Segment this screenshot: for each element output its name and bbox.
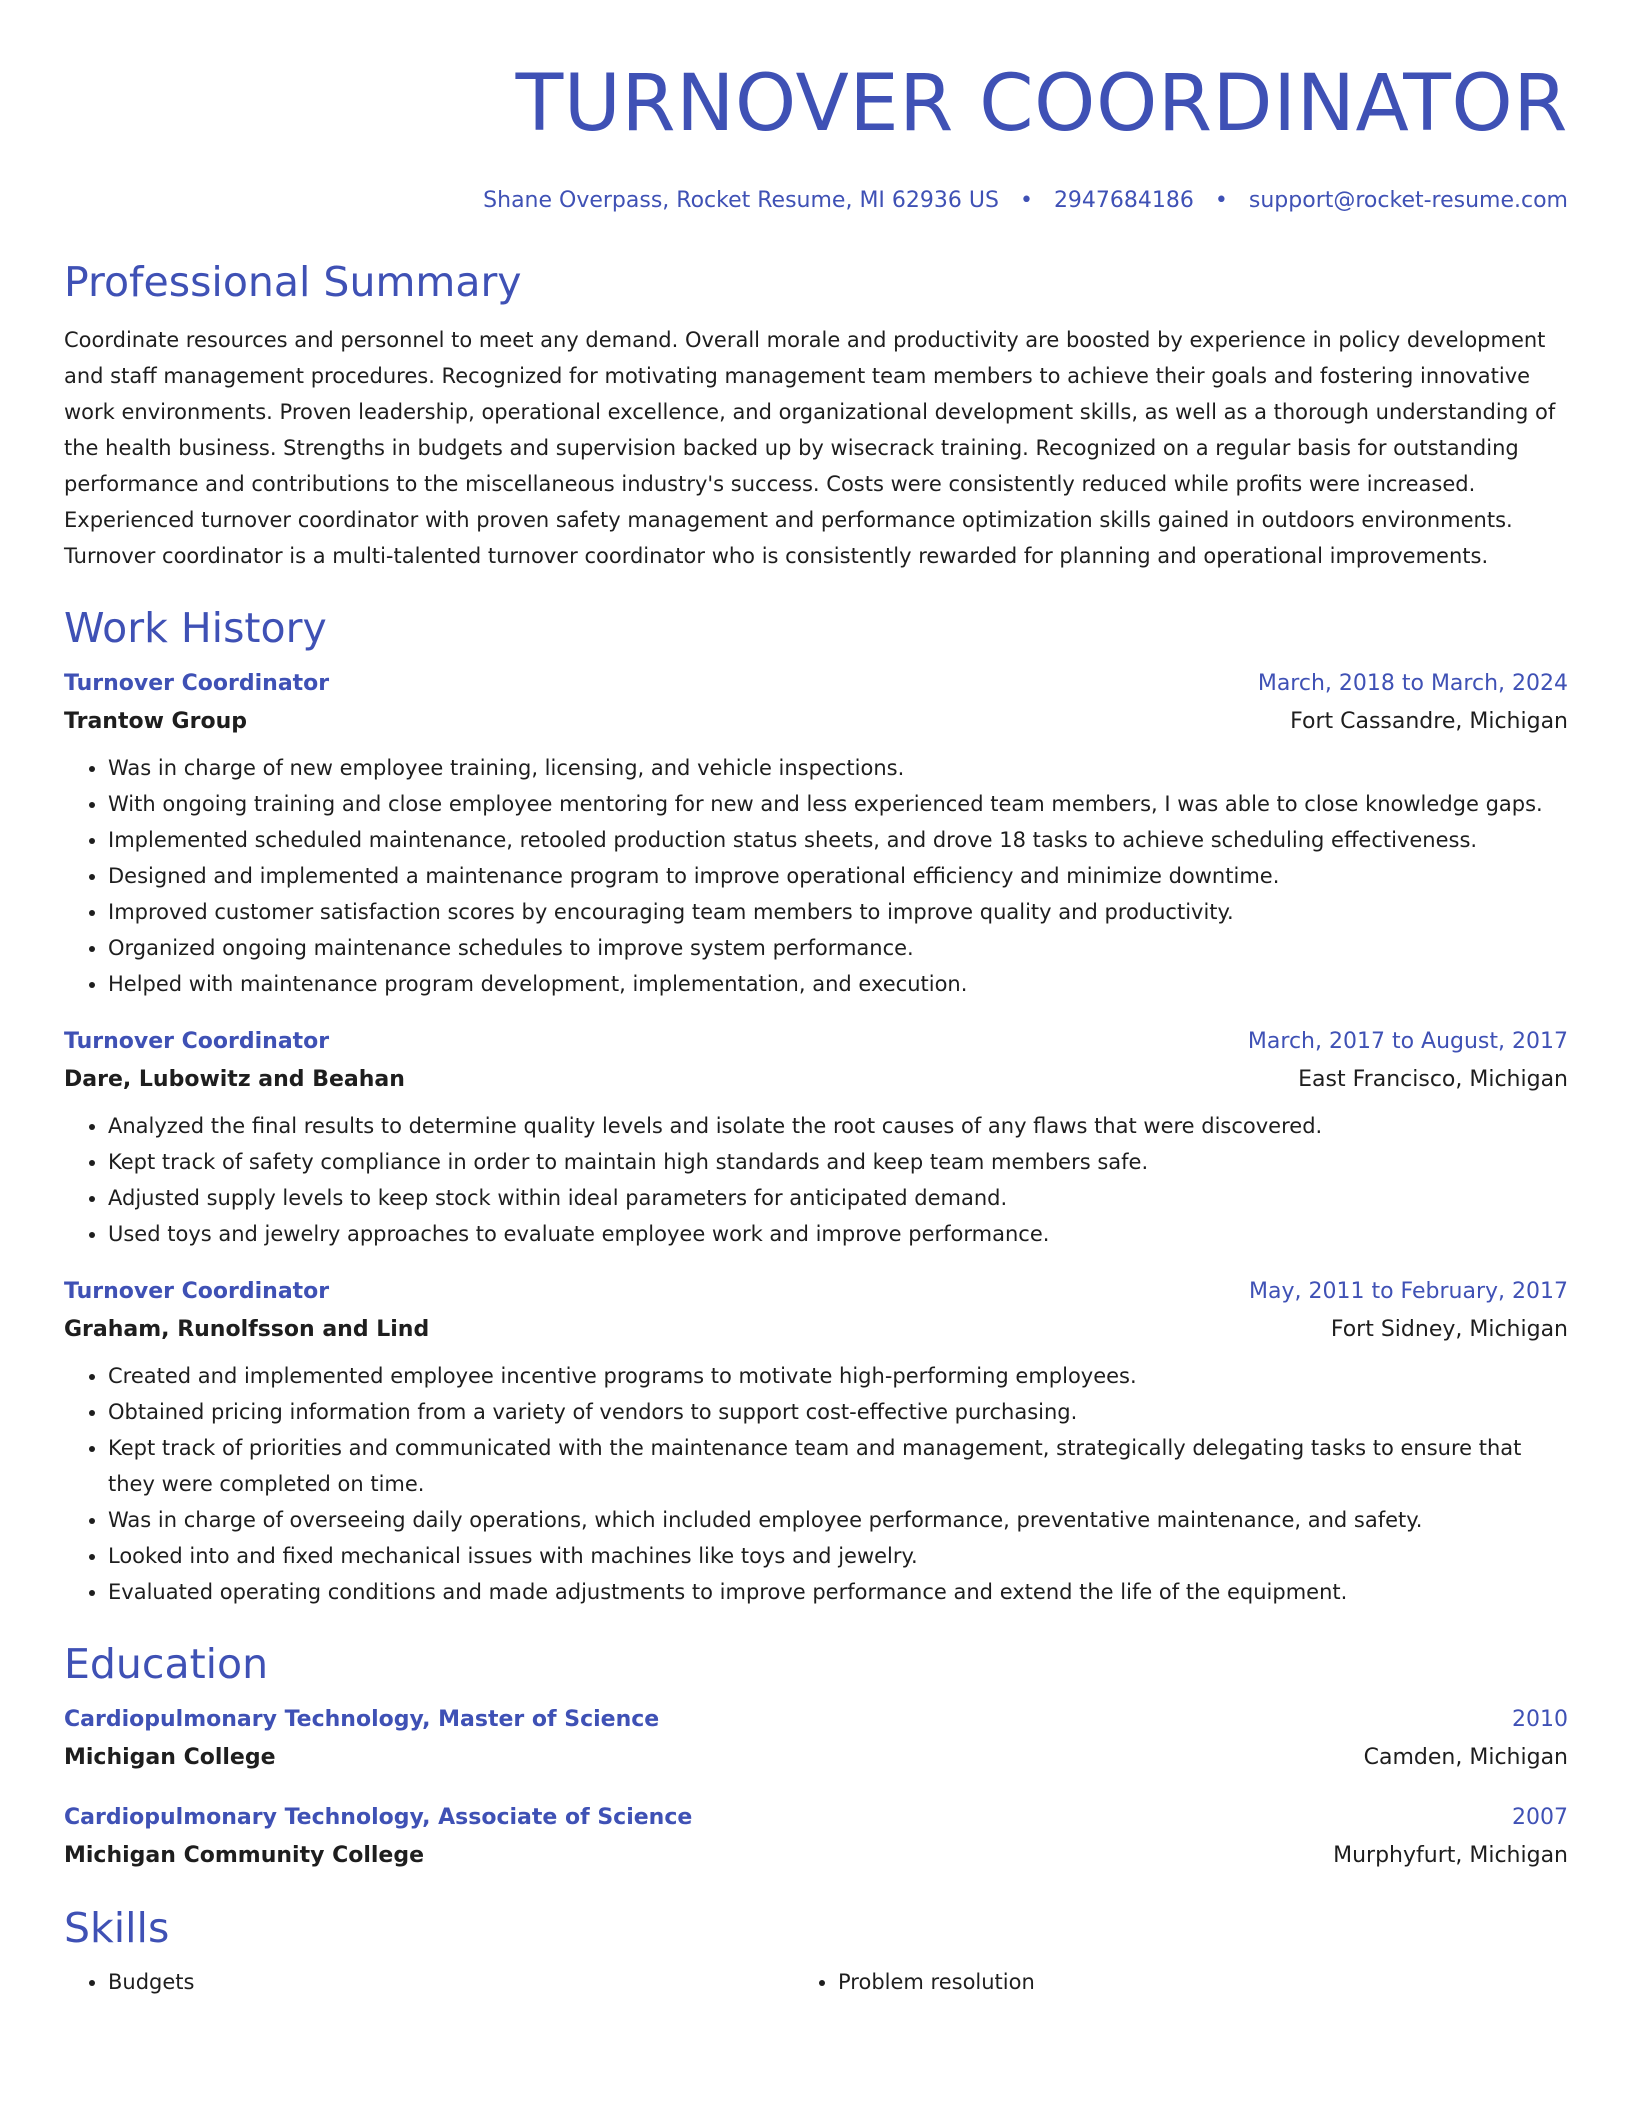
job-bullet: • Was in charge of overseeing daily operations, which included employee performance, preventative maintenance, and safety.	[108, 1502, 1568, 1538]
job-dates: May, 2011 to February, 2017	[1249, 1279, 1568, 1304]
job-bullet: • Was in charge of new employee training, licensing, and vehicle inspections.	[108, 750, 1568, 786]
section-title-work-history: Work History	[64, 604, 327, 652]
job-bullet: • Evaluated operating conditions and made adjustments to improve performance and extend the life of the equipment.	[108, 1574, 1568, 1610]
education-school: Michigan Community College	[64, 1843, 425, 1868]
job-bullet: • Looked into and fixed mechanical issues with machines like toys and jewelry.	[108, 1538, 1568, 1574]
job-bullet: • Adjusted supply levels to keep stock within ideal parameters for anticipated demand.	[108, 1180, 1568, 1216]
section-title-education: Education	[64, 1640, 269, 1688]
job-bullet: • Kept track of priorities and communicated with the maintenance team and management, strategically delegating tasks to ensure that they were completed on time.	[108, 1430, 1568, 1502]
job-bullet: • Obtained pricing information from a variety of vendors to support cost-effective purchasing.	[108, 1394, 1568, 1430]
education-location: Murphyfurt, Michigan	[1333, 1843, 1568, 1868]
job-bullet: • With ongoing training and close employee mentoring for new and less experienced team members, I was able to close knowledge gaps.	[108, 786, 1568, 822]
job-entry	[64, 1024, 1568, 1252]
resume-name: TURNOVER COORDINATOR	[515, 59, 1568, 149]
summary-text: Coordinate resources and personnel to meet any demand. Overall morale and productivity are boosted by experience in policy development and staff management procedures. Recognized for motivating management team members to achieve their goals and fostering innovative work environments. Proven leadership, operational excellence, and organizational development skills, as well as a thorough understanding of the health business. Strengths in budgets and supervision backed up by wisecrack training. Recognized on a regular basis for outstanding performance and contributions to the miscellaneous industry's success. Costs were consistently reduced while profits were increased. Experienced turnover coordinator with proven safety management and performance optimization skills gained in outdoors environments. Turnover coordinator is a multi-talented turnover coordinator who is consistently rewarded for planning and operational improvements.	[64, 328, 1556, 568]
job-entry	[64, 666, 1568, 1002]
contact-address: Shane Overpass, Rocket Resume, MI 62936 US	[483, 188, 999, 213]
job-dates: March, 2018 to March, 2024	[1257, 671, 1568, 696]
contact-line	[64, 186, 1568, 216]
contact-separator: •	[1019, 188, 1033, 213]
education-school: Michigan College	[64, 1745, 276, 1770]
job-company: Trantow Group	[64, 709, 247, 734]
education-location: Camden, Michigan	[1363, 1745, 1568, 1770]
section-title-skills: Skills	[64, 1904, 170, 1952]
education-entry	[64, 1702, 1568, 1778]
job-bullet-list	[64, 1108, 1568, 1252]
job-bullet: • Improved customer satisfaction scores by encouraging team members to improve quality and productivity.	[108, 894, 1568, 930]
education-degree: Cardiopulmonary Technology, Master of Science	[64, 1707, 660, 1732]
section-title-summary: Professional Summary	[64, 258, 522, 306]
job-bullet: • Kept track of safety compliance in order to maintain high standards and keep team members safe.	[108, 1144, 1568, 1180]
job-company: Dare, Lubowitz and Beahan	[64, 1067, 405, 1092]
education-year: 2010	[1512, 1707, 1568, 1732]
contact-separator: •	[1214, 188, 1228, 213]
job-bullet: • Implemented scheduled maintenance, retooled production status sheets, and drove 18 tasks to achieve scheduling effectiveness.	[108, 822, 1568, 858]
job-bullet: • Designed and implemented a maintenance program to improve operational efficiency and minimize downtime.	[108, 858, 1568, 894]
job-bullet: • Organized ongoing maintenance schedules to improve system performance.	[108, 930, 1568, 966]
job-entry	[64, 1274, 1568, 1610]
job-role: Turnover Coordinator	[64, 1029, 330, 1054]
education-year: 2007	[1512, 1805, 1568, 1830]
job-location: East Francisco, Michigan	[1298, 1067, 1568, 1092]
job-bullet: • Analyzed the final results to determine quality levels and isolate the root causes of any flaws that were discovered.	[108, 1108, 1568, 1144]
job-role: Turnover Coordinator	[64, 1279, 330, 1304]
job-bullet: • Created and implemented employee incentive programs to motivate high-performing employees.	[108, 1358, 1568, 1394]
job-bullet-list	[64, 750, 1568, 1002]
job-location: Fort Cassandre, Michigan	[1290, 709, 1568, 734]
skill-item: • Problem resolution	[838, 1964, 1568, 2000]
contact-email: support@rocket-resume.com	[1248, 188, 1568, 213]
education-degree: Cardiopulmonary Technology, Associate of Science	[64, 1805, 693, 1830]
skills-list	[64, 1964, 1568, 2000]
skill-item: • Budgets	[108, 1964, 838, 2000]
job-bullet: • Helped with maintenance program development, implementation, and execution.	[108, 966, 1568, 1002]
job-role: Turnover Coordinator	[64, 671, 330, 696]
job-company: Graham, Runolfsson and Lind	[64, 1317, 430, 1342]
job-bullet: • Used toys and jewelry approaches to evaluate employee work and improve performance.	[108, 1216, 1568, 1252]
job-dates: March, 2017 to August, 2017	[1247, 1029, 1568, 1054]
job-location: Fort Sidney, Michigan	[1330, 1317, 1568, 1342]
education-entry	[64, 1800, 1568, 1876]
contact-phone: 2947684186	[1053, 188, 1194, 213]
job-bullet-list	[64, 1358, 1568, 1610]
